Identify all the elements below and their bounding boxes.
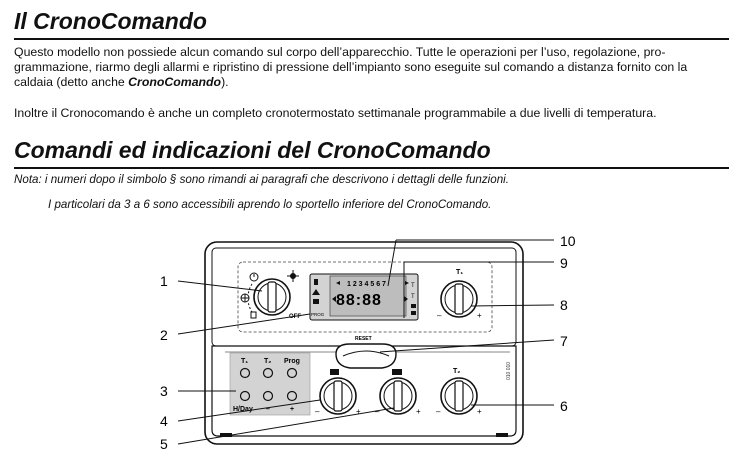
water-minus: – [375, 407, 380, 416]
off-label: OFF [289, 314, 301, 320]
t1-plus: + [477, 311, 482, 320]
key-minus-label: – [266, 406, 270, 413]
key-hday-label: H/Day [233, 406, 253, 413]
callout-10: 10 [560, 233, 576, 249]
key-t1-button[interactable] [241, 369, 250, 378]
display-days: 1 2 3 4 5 6 7 [347, 281, 386, 288]
callout-7: 7 [560, 333, 568, 349]
hot-water-temperature-knob[interactable] [380, 378, 416, 414]
t2-plus: + [477, 407, 482, 416]
prog-label: PROG [311, 312, 325, 317]
key-plus-label: + [290, 406, 295, 413]
heating-temperature-knob[interactable] [320, 378, 356, 414]
svg-text:T: T [411, 283, 415, 289]
heating-plus: + [356, 407, 361, 416]
callout-9: 9 [560, 255, 568, 271]
callout-1: 1 [160, 273, 168, 289]
reset-button[interactable] [336, 344, 396, 368]
snowflake-icon [241, 294, 249, 302]
page-title: Il CronoComando [14, 6, 729, 40]
key-hday-button[interactable] [241, 392, 250, 401]
svg-text:010 010: 010 010 [506, 361, 512, 380]
t2-minus: – [436, 407, 441, 416]
key-minus-button[interactable] [264, 392, 273, 401]
callout-6: 6 [560, 398, 568, 414]
display-digits: 88:88 [336, 292, 382, 309]
svg-text:T: T [411, 294, 415, 300]
callout-8: 8 [560, 297, 568, 313]
callout-3: 3 [160, 383, 168, 399]
thermostat-paragraph: Inoltre il Cronocomando è anche un completo cronotermostato settimanale programmabile a due livelli di temperatura. [14, 106, 657, 120]
intro-paragraph: Questo modello non possiede alcun comando sul corpo dell’apparecchio. Tutte le operazioni per l’uso, regolazione, pro-grammazione, riarmo degli allarmi e ripristino di pressione dell’impianto sono eseguite sul comando a distanza fornito con la caldaia (detto anche CronoComando). [14, 45, 688, 89]
note-text: Nota: i numeri dopo il simbolo § sono rimandi ai paragrafi che descrivono i dettagli delle funzioni. [14, 173, 509, 186]
key-prog-button[interactable] [288, 369, 297, 378]
t1-knob-label: T₁ [456, 269, 464, 276]
key-prog-label: Prog [284, 358, 300, 365]
section-title: Comandi ed indicazioni del CronoComando [14, 135, 729, 169]
key-t1-label: T₁ [241, 358, 249, 365]
callout-2: 2 [160, 327, 168, 343]
reset-label: RESET [355, 336, 372, 342]
key-t2-button[interactable] [264, 369, 273, 378]
callout-4: 4 [160, 413, 168, 429]
key-t2-label: T₂ [264, 358, 272, 365]
tap-icon [392, 369, 402, 375]
key-plus-button[interactable] [288, 392, 297, 401]
t2-temperature-knob[interactable] [441, 378, 477, 414]
t1-minus: – [437, 311, 442, 320]
water-plus: + [416, 407, 421, 416]
note-details-text: I particolari da 3 a 6 sono accessibili aprendo lo sportello inferiore del CronoComando. [48, 198, 492, 211]
heating-minus: – [315, 407, 320, 416]
callout-5: 5 [160, 436, 168, 452]
t2-knob-label: T₂ [453, 368, 461, 375]
radiator-icon [330, 369, 339, 375]
t1-temperature-knob[interactable] [441, 281, 477, 317]
